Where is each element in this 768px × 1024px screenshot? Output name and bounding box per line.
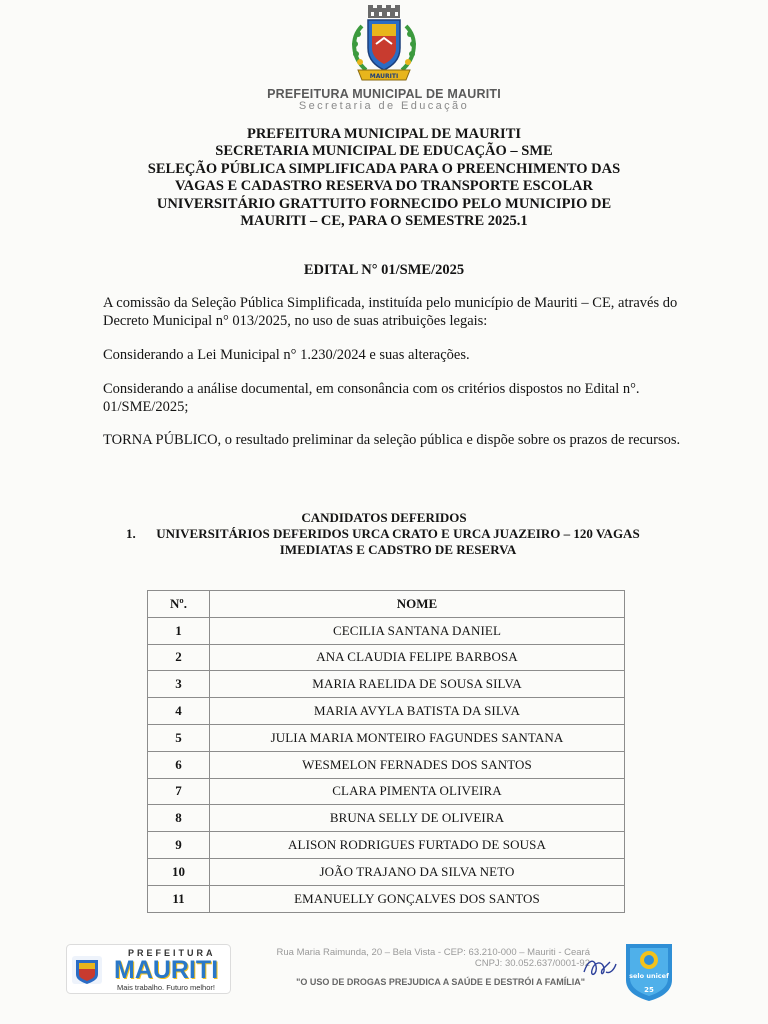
row-number: 7 [148,778,210,805]
heading-line: VAGAS E CADASTRO RESERVA DO TRANSPORTE ESCOLAR [175,178,593,195]
footer-address [246,947,590,969]
footer-address-line: Rua Maria Raimunda, 20 – Bela Vista - CEP: 63.210-000 – Mauriti - Ceará [276,947,590,958]
row-number: 8 [148,805,210,832]
row-number: 4 [148,698,210,725]
section-item-text: UNIVERSITÁRIOS DEFERIDOS URCA CRATO E URCA JUAZEIRO – 120 VAGAS IMEDIATAS E CADSTRO DE RESERVA [156,526,640,557]
row-name: WESMELON FERNADES DOS SANTOS [210,751,625,778]
row-number: 2 [148,644,210,671]
row-name: ANA CLAUDIA FELIPE BARBOSA [210,644,625,671]
footer-motto: "O USO DE DROGAS PREJUDICA A SAÚDE E DESTRÓI A FAMÍLIA" [296,977,585,987]
logo-subtitle: Secretaria de Educação [298,100,470,112]
logo-title: PREFEITURA MUNICIPAL DE MAURITI [267,87,501,101]
row-name: JOÃO TRAJANO DA SILVA NETO [210,858,625,885]
crest-banner-text: MAURITI [369,73,399,80]
heading-line: PREFEITURA MUNICIPAL DE MAURITI [246,126,522,142]
table-row [148,724,625,751]
heading-line: MAURITI – CE, PARA O SEMESTRE 2025.1 [240,213,528,230]
row-number: 9 [148,832,210,859]
footer-prefeitura-text: PREFEITURA [128,948,216,958]
column-header-number: Nº. [148,591,210,618]
row-number: 1 [148,617,210,644]
municipal-crest-icon [344,4,424,86]
row-name: ALISON RODRIGUES FURTADO DE SOUSA [210,832,625,859]
section-title: CANDIDATOS DEFERIDOS [301,510,467,525]
footer-slogan: Mais trabalho. Futuro melhor! [117,983,215,992]
table-row [148,858,625,885]
heading-line: SECRETARIA MUNICIPAL DE EDUCAÇÃO – SME [215,143,553,160]
row-number: 5 [148,724,210,751]
candidates-table [147,590,625,913]
seal-text: selo unicef [629,972,669,980]
table-row [148,832,625,859]
table-row [148,644,625,671]
footer-mauriti-text: MAURITI [114,956,219,984]
paragraph-commission: A comissão da Seleção Pública Simplificada, instituída pelo município de Mauriti – CE, através do Decreto Municipal n° 013/2025, no uso de suas atribuições legais: [103,295,678,329]
row-name: MARIA RAELIDA DE SOUSA SILVA [210,671,625,698]
paragraph-public: TORNA PÚBLICO, o resultado preliminar da seleção pública e dispõe sobre os prazos de recursos. [103,432,681,448]
table-row [148,778,625,805]
row-number: 10 [148,858,210,885]
row-name: BRUNA SELLY DE OLIVEIRA [210,805,625,832]
document-heading [0,126,768,230]
section-item-number: 1. [126,526,136,541]
row-name: EMANUELLY GONÇALVES DOS SANTOS [210,885,625,912]
edital-title: EDITAL N° 01/SME/2025 [303,262,465,278]
signature-icon [580,952,620,984]
table-row [148,805,625,832]
row-number: 11 [148,885,210,912]
row-name: CECILIA SANTANA DANIEL [210,617,625,644]
header-logo [0,4,768,112]
table-row [148,885,625,912]
heading-line: UNIVERSITÁRIO GRATTUITO FORNECIDO PELO MUNICIPIO DE [156,195,612,212]
heading-line: SELEÇÃO PÚBLICA SIMPLIFICADA PARA O PREENCHIMENTO DAS [147,160,621,177]
table-row [148,617,625,644]
row-number: 6 [148,751,210,778]
table-header-row [148,591,625,618]
unicef-seal-icon [620,940,678,1002]
table-row [148,671,625,698]
footer-cnpj-line: CNPJ: 30.052.637/0001-92 [474,958,590,969]
seal-number: 25 [644,986,654,994]
table-row [148,751,625,778]
paragraph-law: Considerando a Lei Municipal n° 1.230/2024 e suas alterações. [103,347,470,363]
column-header-name: NOME [210,591,625,618]
table-row [148,698,625,725]
row-name: JULIA MARIA MONTEIRO FAGUNDES SANTANA [210,724,625,751]
row-number: 3 [148,671,210,698]
paragraph-analysis: Considerando a análise documental, em consonância com os critérios dispostos no Edital n°. 01/SME/2025; [103,381,640,415]
row-name: CLARA PIMENTA OLIVEIRA [210,778,625,805]
row-name: MARIA AVYLA BATISTA DA SILVA [210,698,625,725]
